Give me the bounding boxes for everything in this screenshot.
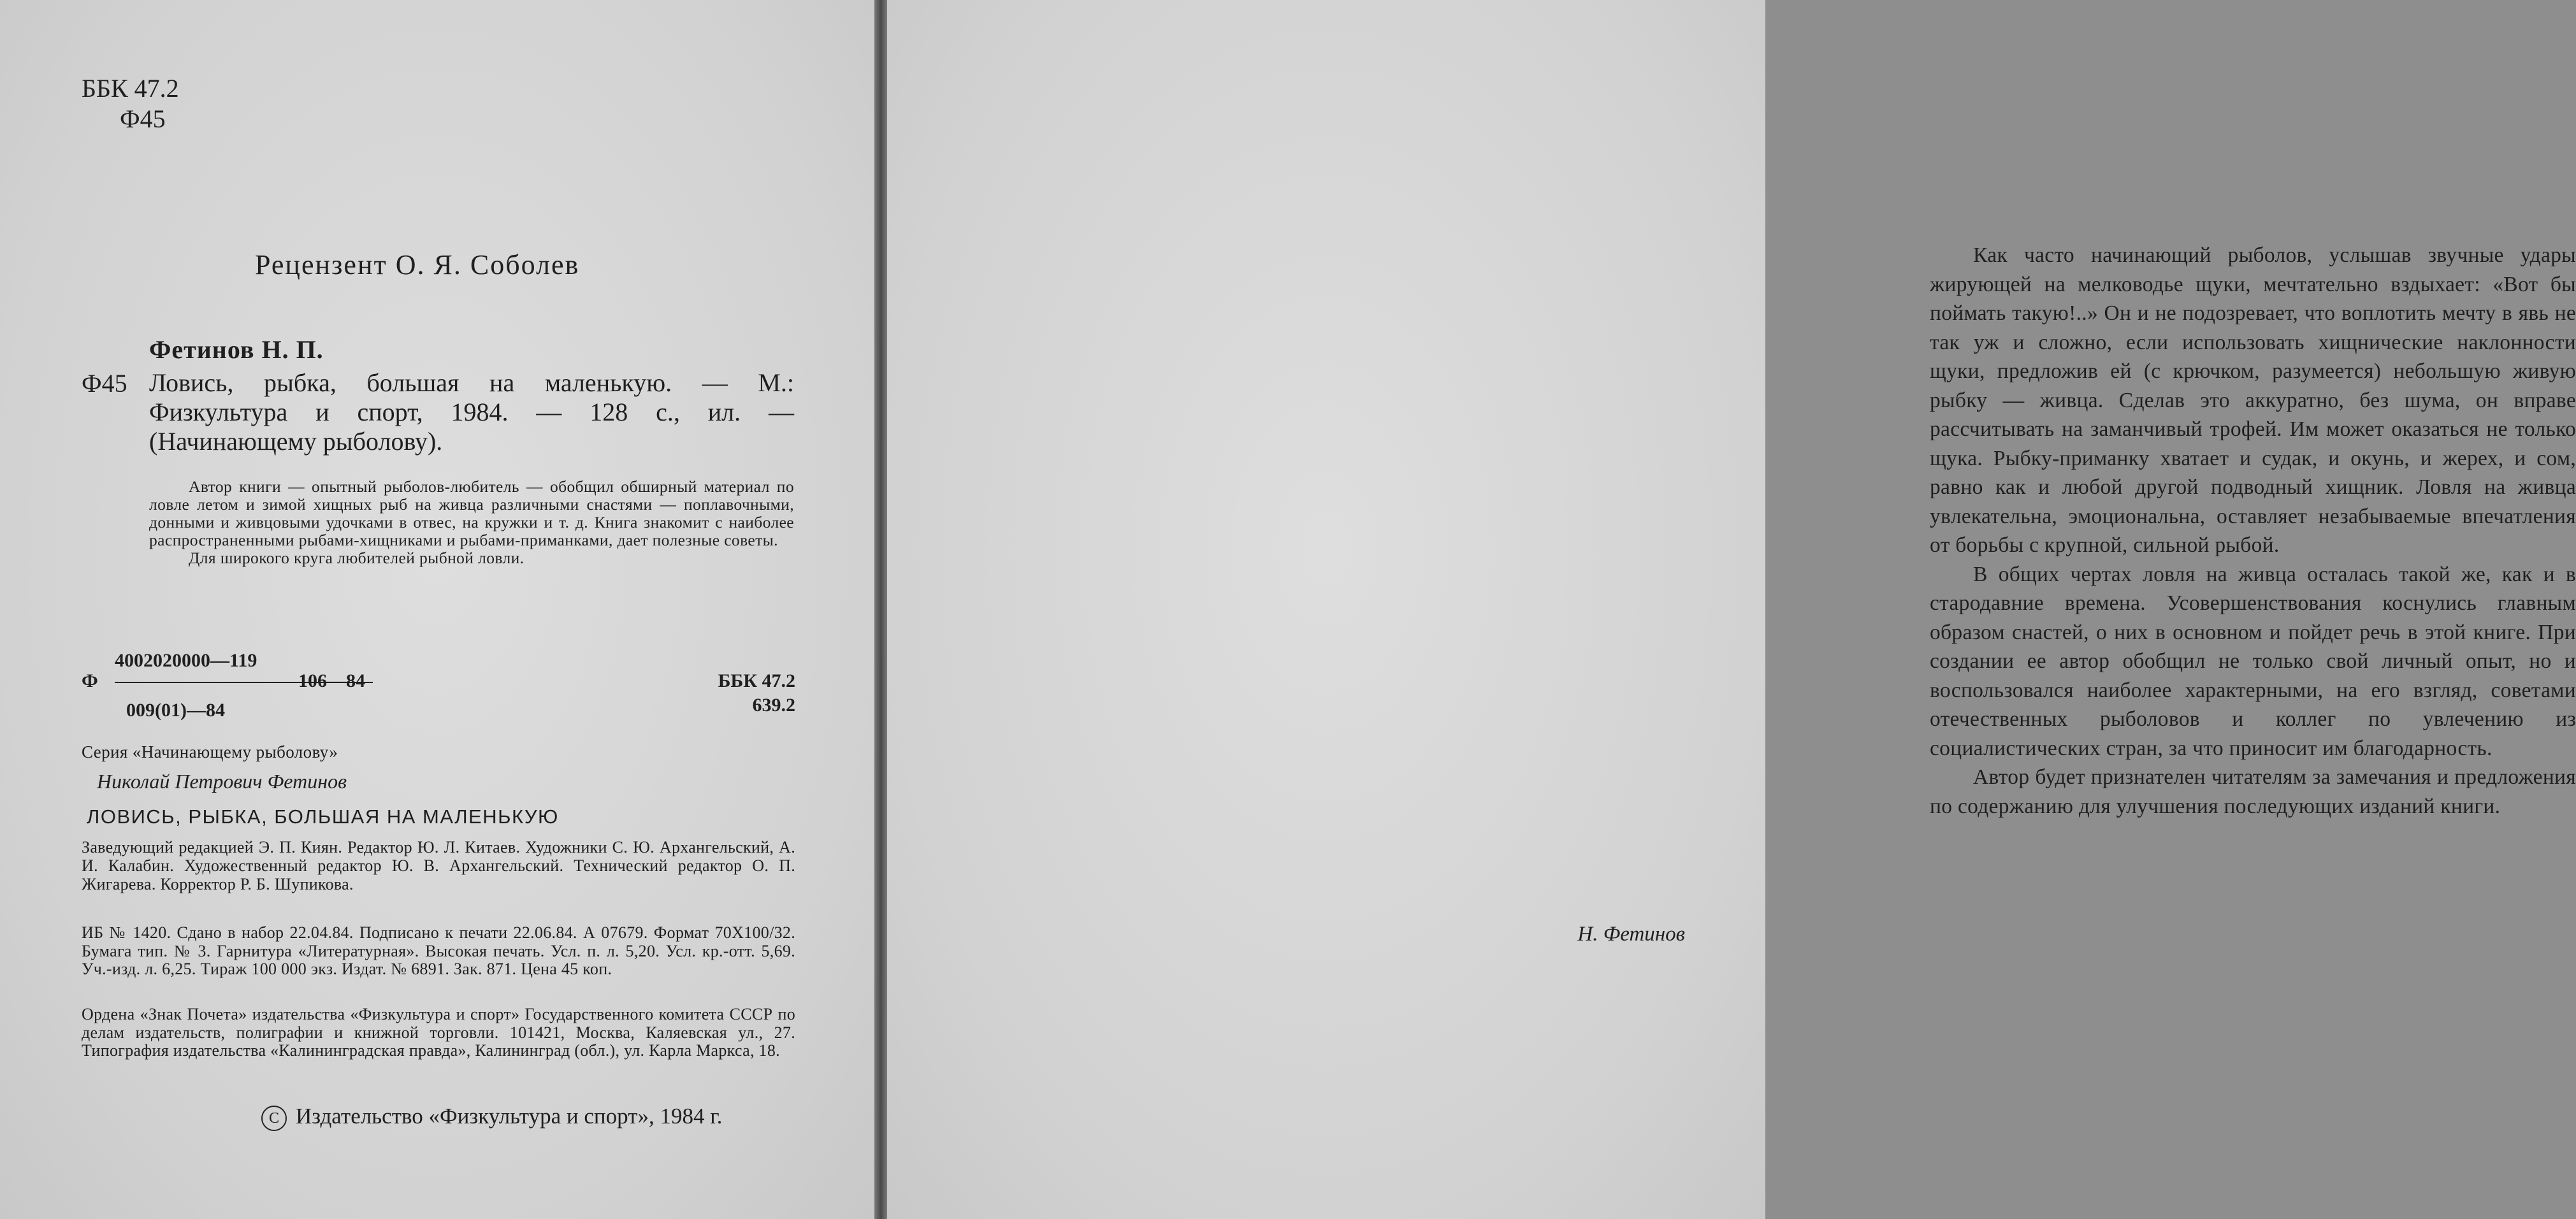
class-code: Ф45 [120, 105, 166, 133]
entry-code: Ф45 [82, 369, 127, 398]
right-page [887, 0, 2576, 1219]
author-signature: Н. Фетинов [1577, 923, 1685, 946]
catalog-denominator: 009(01)—84 [126, 700, 225, 721]
copyright-icon: C [261, 1106, 287, 1131]
copyright-line [261, 1104, 722, 1131]
annotation-paragraph: Для широкого круга любителей рыбной ловли. [189, 549, 525, 567]
annotation [149, 478, 794, 567]
catalog-code-block [82, 650, 795, 726]
catalog-numerator: 4002020000—119 [115, 650, 257, 671]
catalog-bbk-line2: 639.2 [752, 695, 795, 716]
reviewer-line: Рецензент О. Я. Соболев [255, 249, 580, 280]
book-gutter [874, 0, 887, 1219]
print-imprint: ИБ № 1420. Сдано в набор 22.04.84. Подписано к печати 22.06.84. А 07679. Формат 70Х100/32. Бумага тип. № 3. Гарнитура «Литературная». Высокая печать. Усл. п. л. 5,20. Усл. кр.-отт. 5,69. Уч.-изд. л. 6,25. Тираж 100 000 экз. Издат. № 6891. Зак. 871. Цена 45 коп. [82, 923, 795, 978]
preface-paragraph: Как часто начинающий рыболов, услышав звучные удары жирующей на мелководье щуки, мечтательно вздыхает: «Вот бы поймать такую!..» Он и не подозревает, что воплотить мечту в явь не так уж и сложно, если использовать хищнические наклонности щуки, предложив ей (с крючком, разумеется) небольшую живую рыбку — живца. Сделав это аккуратно, без шума, он вправе рассчитывать на заманчивый трофей. Им может оказаться не только щука. Рыбку-приманку хватает и судак, и окунь, и жерех, и сом, равно как и любой другой подводный хищник. Ловля на живца увлекательна, эмоциональна, оставляет незабываемые впечатления от борьбы с крупной, сильной рыбой. [1930, 243, 2576, 557]
catalog-side-code: 106—84 [298, 670, 365, 691]
catalog-letter: Ф [82, 670, 98, 691]
book-title: ЛОВИСЬ, РЫБКА, БОЛЬШАЯ НА МАЛЕНЬКУЮ [87, 805, 559, 828]
preface-text [1930, 241, 2576, 821]
catalog-bbk-line1: ББК 47.2 [718, 670, 795, 691]
bbk-code: ББК 47.2 [82, 74, 179, 103]
copyright-text: Издательство «Физкультура и спорт», 1984 г. [296, 1104, 723, 1129]
author-full-name: Николай Петрович Фетинов [97, 770, 347, 793]
preface-paragraph: Автор будет признателен читателям за замечания и предложения по содержанию для улучшения последующих изданий книги. [1930, 765, 2576, 818]
left-page [0, 0, 874, 1219]
editorial-staff: Заведующий редакцией Э. П. Киян. Редактор Ю. Л. Китаев. Художники С. Ю. Архангельский, А. И. Калабин. Художественный редактор Ю. В. Архангельский. Технический редактор О. П. Жигарева. Корректор Р. Б. Шупикова. [82, 838, 795, 893]
series-line: Серия «Начинающему рыболову» [82, 742, 338, 761]
bibliographic-entry: Ловись, рыбка, большая на маленькую. — М.: Физкультура и спорт, 1984. — 128 с., ил. — (Начинающему рыболову). [149, 368, 794, 456]
annotation-paragraph: Автор книги — опытный рыболов-любитель — обобщил обширный материал по ловле летом и зимой хищных рыб на живца различными снастями — поплавочными, донными и живцовыми удочками в отвес, на кружки и т. д. Книга знакомит с наиболее распространенными рыбами-хищниками и рыбами-приманками, дает полезные советы. [149, 477, 794, 549]
publisher-info: Ордена «Знак Почета» издательства «Физкультура и спорт» Государственного комитета СССР по делам издательств, полиграфии и книжной торговли. 101421, Москва, Каляевская ул., 27. Типография издательства «Калининградская правда», Калининград (обл.), ул. Карла Маркса, 18. [82, 1005, 795, 1060]
bbk-classification [82, 73, 179, 134]
preface-paragraph: В общих чертах ловля на живца осталась такой же, как и в стародавние времена. Усовершенствования коснулись главным образом снастей, о них в основном и пойдет речь в этой книге. При создании ее автор обобщил не только свой личный опыт, но и воспользовался наиболее характерными, на его взгляд, советами отечественных рыболовов и коллег по увлечению из социалистических стран, за что приносит им благодарность. [1930, 562, 2576, 760]
author-heading: Фетинов Н. П. [149, 335, 324, 364]
